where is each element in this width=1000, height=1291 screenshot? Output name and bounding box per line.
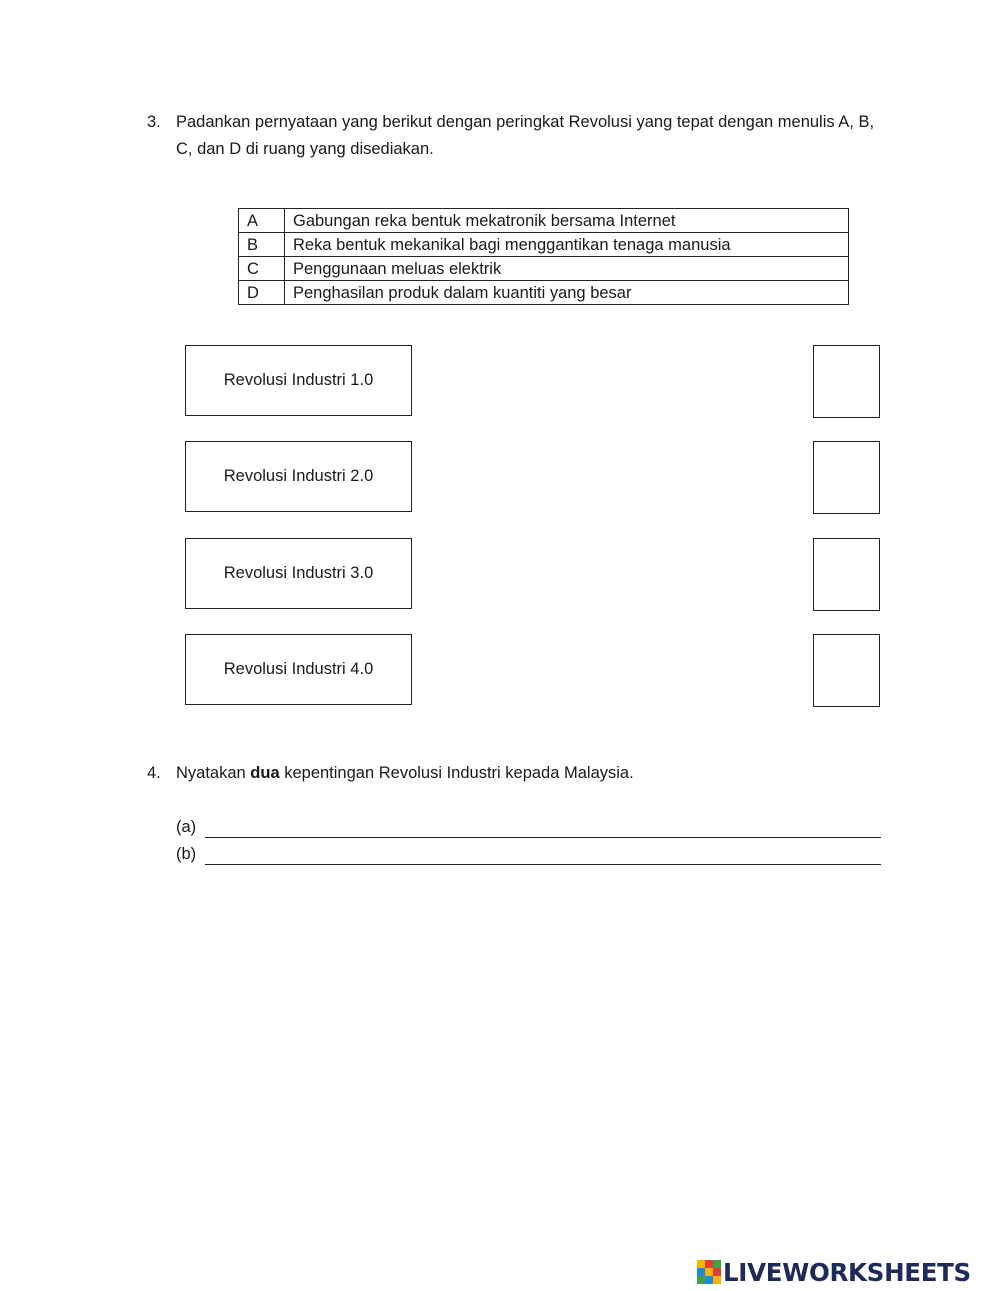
revolution-label-1: Revolusi Industri 1.0 [185,345,412,416]
table-row [239,209,849,233]
revolution-label-2: Revolusi Industri 2.0 [185,441,412,512]
revolution-label-3: Revolusi Industri 3.0 [185,538,412,609]
statement-text: Penghasilan produk dalam kuantiti yang besar [285,281,849,305]
table-row [239,281,849,305]
statement-letter: D [239,281,285,305]
answer-label: (a) [176,818,197,836]
statement-text: Gabungan reka bentuk mekatronik bersama Internet [285,209,849,233]
statement-text: Penggunaan meluas elektrik [285,257,849,281]
answer-label: (b) [176,845,197,863]
answer-line-a [176,818,881,840]
answer-input-a[interactable] [205,837,881,838]
answer-line-b [176,845,881,867]
statement-letter: C [239,257,285,281]
question-text [176,760,634,787]
answer-box-1[interactable] [813,345,880,418]
question-number: 3. [147,113,161,131]
statement-text: Reka bentuk mekanikal bagi menggantikan tenaga manusia [285,233,849,257]
liveworksheets-brand [697,1257,971,1287]
answer-box-4[interactable] [813,634,880,707]
statements-table [238,208,849,305]
table-row [239,257,849,281]
question-text: Padankan pernyataan yang berikut dengan peringkat Revolusi yang tepat dengan menulis A, B, C, dan D di ruang yang disediakan. [176,113,875,158]
question-number: 4. [147,764,161,782]
question-3 [147,109,887,165]
revolution-label-4: Revolusi Industri 4.0 [185,634,412,705]
question-4 [147,760,887,788]
question-text-end: kepentingan Revolusi Industri kepada Malaysia. [279,764,634,782]
answer-input-b[interactable] [205,864,881,865]
question-text-emphasis: dua [250,764,280,782]
answer-box-2[interactable] [813,441,880,514]
statement-letter: A [239,209,285,233]
question-text-start: Nyatakan [176,764,251,782]
liveworksheets-logo-icon [697,1260,721,1284]
brand-name: LIVEWORKSHEETS [723,1257,971,1287]
statement-letter: B [239,233,285,257]
table-row [239,233,849,257]
answer-box-3[interactable] [813,538,880,611]
